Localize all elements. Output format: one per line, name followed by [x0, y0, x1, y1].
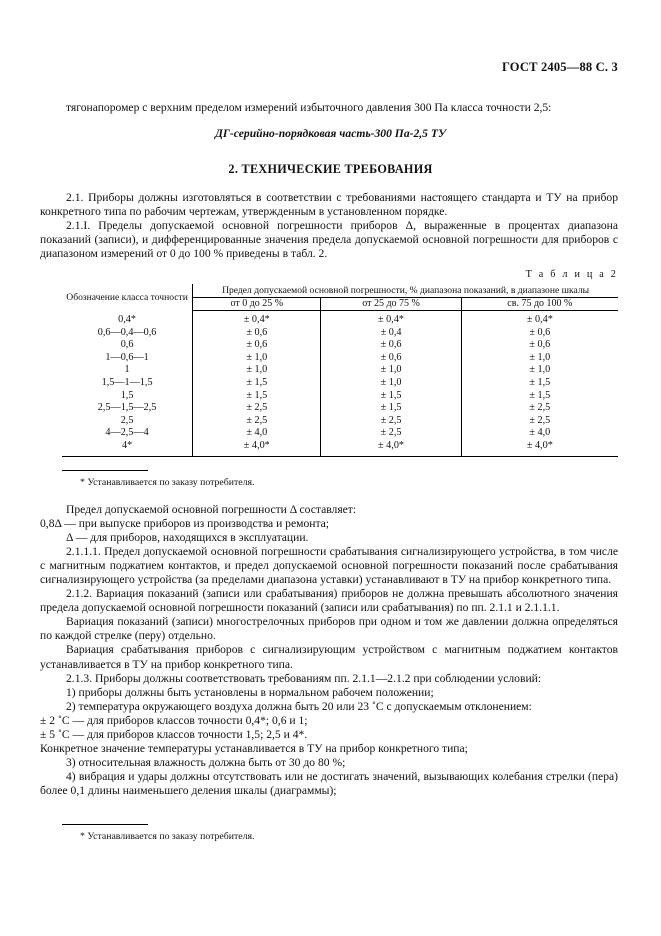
section-heading: 2. ТЕХНИЧЕСКИЕ ТРЕБОВАНИЯ: [228, 162, 433, 177]
footnote-separator-table: [62, 470, 148, 471]
table-row: [62, 390, 618, 403]
table-row: [62, 352, 618, 365]
table-row: [62, 440, 618, 456]
paragraph-2-1-1-1: 2.1.1.1. Предел допускаемой основной погрешности срабатывания сигнализирующего устройства, в том числе с магнитным поджатием контактов, и предел допускаемой основной погрешности показаний после срабатывания сигнализирующего устройства (за пределами диапазона уставки) устанавливают в ТУ на прибор конкретного типа.: [40, 544, 618, 586]
table-container: [62, 284, 618, 457]
cell-class: 1—0,6—1: [105, 351, 149, 363]
cell-range-25-75: ± 2,5: [321, 415, 461, 428]
header-class-designation: Обозначение класса точности: [66, 291, 188, 303]
footnote-separator-bottom: [62, 824, 148, 825]
condition-item-2-tolerance-b: ± 5 ˚С — для приборов классов точности 1,5; 2,5 и 4*.: [40, 728, 308, 741]
header-error-limit-group: Предел допускаемой основной погрешности, % диапазона показаний, в диапазоне шкалы: [193, 284, 618, 298]
cell-range-75-100: ± 1,5: [461, 377, 618, 390]
cell-range-0-25: ± 1,0: [193, 364, 321, 377]
cell-range-25-75: ± 0,6: [321, 352, 461, 365]
page-header-standard-number: ГОСТ 2405—88 С. 3: [501, 60, 618, 74]
cell-class: 2,5: [120, 414, 134, 426]
cell-class: 4*: [121, 439, 133, 451]
table-row: [62, 310, 618, 326]
condition-item-1: 1) приборы должны быть установлены в нормальном рабочем положении;: [66, 685, 434, 699]
paragraph-variation-signalling: Вариация срабатывания приборов с сигнализирующим устройством с магнитным поджатием контактов устанавливается в ТУ на прибор конкретного типа.: [40, 643, 618, 671]
cell-range-0-25: ± 1,5: [193, 377, 321, 390]
page-content: [22, 60, 639, 843]
condition-item-4: 4) вибрация и удары должны отсутствовать или не достигать значений, вызывающих колебания стрелки (пера) более 0,1 длины наименьшего деления шкалы (диаграммы);: [40, 770, 618, 798]
cell-range-25-75: ± 1,5: [321, 402, 461, 415]
cell-class: 2,5—1,5—2,5: [97, 402, 157, 414]
cell-range-0-25: ± 4,0*: [193, 440, 321, 456]
table-row: [62, 364, 618, 377]
cell-range-0-25: ± 4,0: [193, 427, 321, 440]
cell-range-0-25: ± 1,5: [193, 390, 321, 403]
paragraph-2-1-3: 2.1.3. Приборы должны соответствовать требованиям пп. 2.1.1—2.1.2 при соблюдении условий:: [66, 671, 542, 685]
cell-range-25-75: ± 0,6: [321, 339, 461, 352]
cell-range-75-100: ± 1,0: [461, 352, 618, 365]
cell-range-25-75: ± 0,4: [321, 327, 461, 340]
footnote-bottom: * Устанавливается по заказу потребителя.: [80, 831, 255, 843]
instrument-designation: ДГ-серийно-порядковая часть-300 Па-2,5 ТУ: [214, 127, 447, 141]
cell-range-25-75: ± 2,5: [321, 427, 461, 440]
header-range-0-25: от 0 до 25 %: [193, 297, 321, 310]
table-body: [62, 310, 618, 455]
cell-class: 0,6: [120, 339, 134, 351]
intro-paragraph: тягонапоромер с верхним пределом измерений избыточного давления 300 Па класса точности 2,5:: [66, 101, 552, 114]
paragraph-variation-multipointer: Вариация показаний (записи) многострелочных приборов при одном и том же давлении должна определяться по каждой стрелке (перу) отдельно.: [40, 615, 618, 643]
paragraph-2-1-1: 2.1.I. Пределы допускаемой основной погрешности приборов Δ, выраженные в процентах диапазона показаний (записи), и дифференцированные значения предела допускаемой основной погрешности для приборов с диапазоном измерений от 0 до 100 % приведены в табл. 2.: [40, 219, 618, 261]
table-row: [62, 377, 618, 390]
condition-item-2-note: Конкретное значение температуры устанавливается в ТУ на прибор конкретного типа;: [40, 742, 468, 756]
cell-range-25-75: ± 4,0*: [321, 440, 461, 456]
table-row: [62, 427, 618, 440]
cell-range-75-100: ± 2,5: [461, 402, 618, 415]
table-row: [62, 402, 618, 415]
header-range-75-100: св. 75 до 100 %: [461, 297, 618, 310]
paragraph-limit-item-2: Δ — для приборов, находящихся в эксплуатации.: [66, 530, 309, 544]
table-row: [62, 415, 618, 428]
condition-item-2-tolerance-a: ± 2 ˚С — для приборов классов точности 0,4*; 0,6 и 1;: [40, 713, 308, 727]
cell-range-75-100: ± 2,5: [461, 415, 618, 428]
accuracy-class-table: [62, 284, 618, 456]
cell-class: 1,5: [120, 389, 134, 401]
paragraph-2-1: 2.1. Приборы должны изготовляться в соответствии с требованиями настоящего стандарта и ТУ на прибор конкретного типа по рабочим чертежам, утвержденным в установленном порядке.: [40, 191, 618, 219]
cell-class: 1,5—1—1,5: [101, 376, 153, 388]
footnote-table: * Устанавливается по заказу потребителя.: [80, 476, 255, 488]
cell-range-0-25: ± 2,5: [193, 402, 321, 415]
paragraph-2-1-2: 2.1.2. Вариация показаний (записи или срабатывания) приборов не должна превышать абсолютного значения предела допускаемой основной погрешности показаний (записи или срабатывания) по пп. 2.1.1 и 2.1.1.1.: [40, 587, 618, 615]
table-header-row-group: [62, 284, 618, 298]
cell-class: 1: [124, 364, 130, 376]
cell-range-25-75: ± 1,5: [321, 390, 461, 403]
cell-range-75-100: ± 1,5: [461, 390, 618, 403]
cell-range-0-25: ± 2,5: [193, 415, 321, 428]
cell-range-75-100: ± 4,0: [461, 427, 618, 440]
cell-range-75-100: ± 0,6: [461, 339, 618, 352]
cell-range-75-100: ± 0,4*: [461, 310, 618, 326]
cell-range-75-100: ± 1,0: [461, 364, 618, 377]
cell-range-0-25: ± 0,4*: [193, 310, 321, 326]
header-range-25-75: от 25 до 75 %: [321, 297, 461, 310]
cell-range-0-25: ± 0,6: [193, 339, 321, 352]
condition-item-3: 3) относительная влажность должна быть от 30 до 80 %;: [66, 756, 346, 770]
cell-range-0-25: ± 1,0: [193, 352, 321, 365]
cell-range-25-75: ± 1,0: [321, 377, 461, 390]
cell-class: 4—2,5—4: [105, 427, 149, 439]
cell-class: 0,6—0,4—0,6: [97, 326, 157, 338]
table-row: [62, 339, 618, 352]
table-caption: Т а б л и ц а 2: [525, 268, 618, 280]
paragraph-limit-intro: Предел допускаемой основной погрешности Δ составляет:: [66, 502, 357, 516]
table-bottom-rule: [62, 456, 618, 457]
cell-range-75-100: ± 0,6: [461, 327, 618, 340]
paragraph-limit-item-1: 0,8Δ — при выпуске приборов из производства и ремонта;: [40, 516, 330, 530]
cell-range-25-75: ± 0,4*: [321, 310, 461, 326]
cell-range-25-75: ± 1,0: [321, 364, 461, 377]
table-row: [62, 327, 618, 340]
cell-range-0-25: ± 0,6: [193, 327, 321, 340]
condition-item-2: 2) температура окружающего воздуха должна быть 20 или 23 ˚С с допускаемым отклонением:: [66, 699, 532, 713]
cell-class: 0,4*: [118, 313, 136, 325]
cell-range-75-100: ± 4,0*: [461, 440, 618, 456]
